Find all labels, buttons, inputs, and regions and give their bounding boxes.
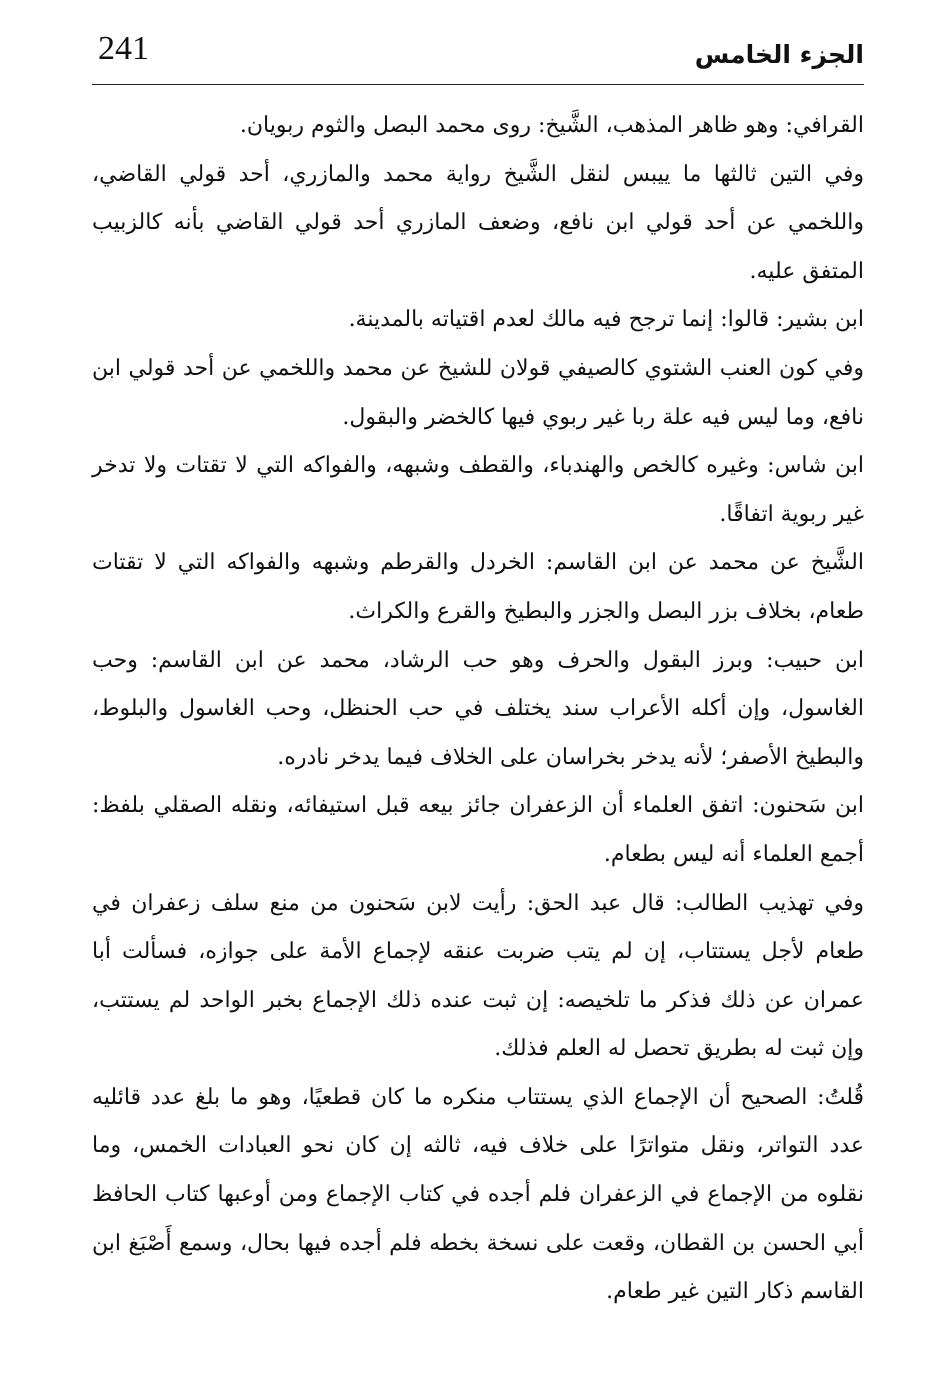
paragraph: ابن شاس: وغيره كالخص والهندباء، والقطف وشبهه، والفواكه التي لا تقتات ولا تدخر غير ربوية اتفاقًا. (92, 453, 864, 527)
paragraph: وفي تهذيب الطالب: قال عبد الحق: رأيت لابن سَحنون من منع سلف زعفران في طعام لأجل يستتاب، إن لم يتب ضربت عنقه لإجماع الأمة على جوازه، فسألت أبا عمران عن ذلك فذكر ما تلخيصه: إن ثبت عنده ذلك الإجماع بخبر الواحد لم يستتب، وإن ثبت له بطريق تحصل له العلم فذلك. (92, 890, 864, 1062)
page-number: 241 (98, 30, 149, 67)
page-header (92, 28, 864, 85)
paragraph: ابن بشير: قالوا: إنما ترجح فيه مالك لعدم اقتياته بالمدينة. (348, 307, 864, 333)
paragraph: الشَّيخ عن محمد عن ابن القاسم: الخردل والقرطم وشبهه والفواكه التي لا تقتات طعام، بخلاف بزر البصل والجزر والبطيخ والقرع والكراث. (92, 550, 864, 624)
paragraph: قُلتُ: الصحيح أن الإجماع الذي يستتاب منكره ما كان قطعيًا، وهو ما بلغ عدد قائليه عدد التواتر، ونقل متواترًا على خلاف فيه، ثالثه إن كان نحو العبادات الخمس، وما نقلوه من الإجماع في الزعفران فلم أجده في كتاب الإجماع ومن أوعبها كتاب الحافظ أبي الحسن بن القطان، وقعت على نسخة بخطه فلم أجده فيها بحال، وسمع أَصْبَغ ابن القاسم ذكار التين غير طعام. (92, 1084, 864, 1305)
paragraph: ابن سَحنون: اتفق العلماء أن الزعفران جائز بيعه قبل استيفائه، ونقله الصقلي بلفظ: أجمع العلماء أنه ليس بطعام. (92, 793, 864, 867)
running-title: الجزء الخامس (694, 40, 864, 69)
body-text (92, 102, 864, 1317)
paragraph: القرافي: وهو ظاهر المذهب، الشَّيخ: روى محمد البصل والثوم ربويان. (239, 113, 864, 138)
paragraph: ابن حبيب: وبرز البقول والحرف وهو حب الرشاد، محمد عن ابن القاسم: وحب الغاسول، وإن أكله الأعراب سند يختلف في حب الحنظل، وحب الغاسول والبلوط، والبطيخ الأصفر؛ لأنه يدخر بخراسان على الخلاف فيما يدخر نادره. (92, 647, 864, 770)
paragraph: وفي كون العنب الشتوي كالصيفي قولان للشيخ عن محمد واللخمي عن أحد قولي ابن نافع، وما ليس فيه علة ربا غير ربوي فيها كالخضر والبقول. (92, 355, 864, 430)
paragraph: وفي التين ثالثها ما ييبس لنقل الشَّيخ رواية محمد والمازري، أحد قولي القاضي، واللخمي عن أحد قولي ابن نافع، وضعف المازري أحد قولي القاضي بأنه كالزبيب المتفق عليه. (92, 161, 864, 284)
